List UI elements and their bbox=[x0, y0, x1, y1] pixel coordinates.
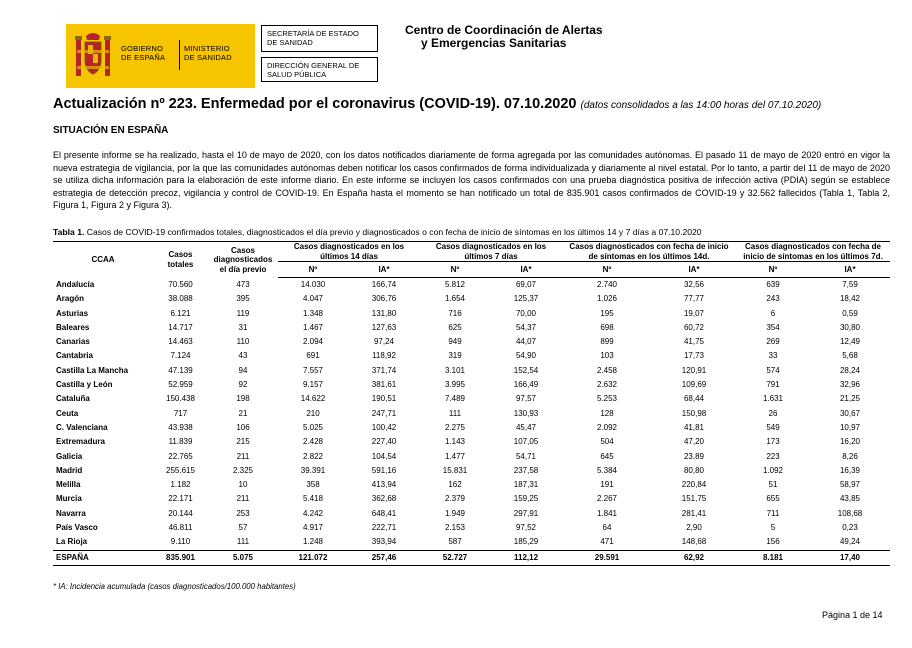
ccaa-name-cell: Castilla y León bbox=[56, 380, 113, 390]
value-cell: 17,73 bbox=[683, 351, 705, 361]
value-cell: 54,90 bbox=[515, 351, 537, 361]
value-cell: 57 bbox=[238, 523, 248, 533]
value-cell: 8.181 bbox=[736, 550, 810, 565]
value-cell: 9.110 bbox=[170, 537, 191, 547]
value-cell: 103 bbox=[600, 351, 614, 361]
header-diag7: Casos diagnosticados en los últimos 7 días bbox=[420, 242, 562, 262]
min-line2: DE SANIDAD bbox=[184, 53, 232, 62]
value-cell: 58,97 bbox=[839, 480, 861, 490]
value-cell: 30,80 bbox=[839, 322, 861, 332]
value-cell: 31 bbox=[238, 322, 248, 332]
table-row bbox=[53, 535, 890, 550]
value-cell: 9.157 bbox=[302, 380, 324, 390]
value-cell: 125,37 bbox=[513, 294, 539, 304]
value-cell: 639 bbox=[766, 280, 780, 289]
value-cell: 20.144 bbox=[168, 508, 193, 518]
value-cell: 47,20 bbox=[683, 437, 705, 447]
header-sint7: Casos diagnosticados con fecha de inicio de síntomas en los últimos 7d. bbox=[736, 242, 890, 262]
value-cell: 185,29 bbox=[513, 537, 539, 547]
value-cell: 5.025 bbox=[302, 422, 324, 432]
value-cell: 109,69 bbox=[681, 380, 707, 390]
value-cell: 30,67 bbox=[839, 408, 861, 418]
value-cell: 1.182 bbox=[170, 480, 191, 490]
table-caption-label: Tabla 1. bbox=[53, 227, 85, 237]
value-cell: 3.995 bbox=[444, 380, 466, 390]
table-row bbox=[53, 292, 890, 306]
value-cell: 4.047 bbox=[302, 294, 324, 304]
value-cell: 49,24 bbox=[839, 537, 861, 547]
value-cell: 43 bbox=[238, 351, 248, 361]
value-cell: 2.275 bbox=[444, 422, 466, 432]
value-cell: 100,42 bbox=[371, 422, 397, 432]
value-cell: 591,16 bbox=[371, 465, 397, 475]
value-cell: 23,89 bbox=[683, 451, 705, 461]
value-cell: 215 bbox=[236, 437, 250, 447]
value-cell: 0,23 bbox=[842, 523, 858, 533]
value-cell: 297,91 bbox=[513, 508, 539, 518]
table-row bbox=[53, 321, 890, 335]
value-cell: 1.248 bbox=[302, 537, 324, 547]
ccaa-name-cell: Navarra bbox=[56, 508, 86, 518]
value-cell: 247,71 bbox=[371, 408, 397, 418]
report-title bbox=[53, 96, 821, 112]
value-cell: 148,68 bbox=[681, 537, 707, 547]
value-cell: 2,90 bbox=[686, 523, 702, 533]
value-cell: 1.143 bbox=[444, 437, 466, 447]
value-cell: 150.438 bbox=[166, 394, 195, 404]
value-cell: 166,49 bbox=[513, 380, 539, 390]
value-cell: 3.101 bbox=[444, 365, 466, 375]
value-cell: 111 bbox=[236, 537, 250, 547]
value-cell: 5,68 bbox=[842, 351, 858, 361]
value-cell: 5.384 bbox=[596, 465, 618, 475]
value-cell: 395 bbox=[236, 294, 250, 304]
value-cell: 269 bbox=[766, 337, 780, 347]
value-cell: 32,56 bbox=[683, 280, 705, 289]
value-cell: 15.831 bbox=[442, 465, 468, 475]
value-cell: 33 bbox=[768, 351, 778, 361]
gobierno-logo bbox=[66, 24, 255, 88]
table-row bbox=[53, 450, 890, 464]
header-ccaa: CCAA bbox=[53, 242, 153, 278]
value-cell: 257,46 bbox=[348, 550, 420, 565]
value-cell: 17,40 bbox=[810, 550, 890, 565]
cases-table bbox=[53, 241, 890, 566]
value-cell: 5 bbox=[770, 523, 776, 533]
value-cell: 393,94 bbox=[371, 537, 397, 547]
value-cell: 2.822 bbox=[302, 451, 324, 461]
value-cell: 28,24 bbox=[839, 365, 861, 375]
value-cell: 70.560 bbox=[168, 279, 193, 289]
value-cell: 120,91 bbox=[681, 365, 707, 375]
value-cell: 4.917 bbox=[302, 523, 324, 533]
value-cell: 210 bbox=[306, 408, 320, 418]
value-cell: 306,76 bbox=[371, 294, 397, 304]
value-cell: 10,97 bbox=[839, 422, 861, 432]
value-cell: 26 bbox=[768, 408, 778, 418]
min-line1: MINISTERIO bbox=[184, 44, 230, 53]
value-cell: 21 bbox=[238, 408, 248, 418]
value-cell: 22.171 bbox=[168, 494, 193, 504]
centro-line2: y Emergencias Sanitarias bbox=[421, 36, 567, 50]
header-ia: IA* bbox=[348, 262, 420, 278]
value-cell: 1.467 bbox=[302, 322, 324, 332]
value-cell: 159,25 bbox=[513, 494, 539, 504]
ccaa-name-cell: Madrid bbox=[56, 465, 83, 475]
header-n: Nº bbox=[278, 262, 348, 278]
table-row bbox=[53, 278, 890, 293]
value-cell: 281,41 bbox=[681, 508, 707, 518]
value-cell: 319 bbox=[448, 351, 462, 361]
ccaa-name-cell: Castilla La Mancha bbox=[56, 365, 129, 375]
value-cell: 46.811 bbox=[168, 523, 193, 533]
value-cell: 14.463 bbox=[168, 337, 193, 347]
value-cell: 223 bbox=[766, 451, 780, 461]
value-cell: 1.631 bbox=[762, 394, 784, 404]
ccaa-name-cell: La Rioja bbox=[56, 537, 88, 547]
value-cell: 220,84 bbox=[681, 480, 707, 490]
value-cell: 18,42 bbox=[839, 294, 861, 304]
value-cell: 473 bbox=[236, 279, 250, 289]
table-row bbox=[53, 521, 890, 535]
value-cell: 716 bbox=[448, 308, 462, 318]
secretaria-box bbox=[261, 25, 378, 52]
header-sint14: Casos diagnosticados con fecha de inicio de síntomas en los últimos 14d. bbox=[562, 242, 736, 262]
value-cell: 77,77 bbox=[683, 294, 705, 304]
value-cell: 187,31 bbox=[513, 480, 539, 490]
value-cell: 19,07 bbox=[683, 308, 705, 318]
intro-paragraph: El presente informe se ha realizado, hasta el 10 de mayo de 2020, con los datos notificados diariamente de forma agregada por las comunidades autónomas. El pasado 11 de mayo de 2020 entró en vigor la nueva estrategia de vigilancia, por la que las comunidades autónomas deben notificar los casos confirmados de forma individualizada y diariamente al nivel estatal. Por lo tanto, a partir del 11 de mayo de 2020 se utiliza dicha información para la elaboración de este informe diario. En este informe se incluyen los casos confirmados con una prueba diagnóstica positiva de infección activa (PDIA) según se establece estrategia de detección precoz, vigilancia y control de COVID-19. En España hasta el momento se han notificado un total de 835.901 casos confirmados de COVID-19 y 32.562 fallecidos (Tabla 1, Tabla 2, Figura 1, Figura 2 y Figura 3). bbox=[53, 150, 890, 210]
value-cell: 45,47 bbox=[515, 422, 537, 432]
table-row bbox=[53, 392, 890, 406]
value-cell: 54,37 bbox=[515, 322, 537, 332]
ccaa-name-cell: Cantabria bbox=[56, 351, 93, 361]
value-cell: 156 bbox=[766, 537, 780, 547]
value-cell: 41,81 bbox=[683, 422, 705, 432]
value-cell: 655 bbox=[766, 494, 780, 504]
value-cell: 150,98 bbox=[681, 408, 707, 418]
gov-line2: DE ESPAÑA bbox=[121, 53, 166, 62]
value-cell: 108,68 bbox=[837, 508, 863, 518]
value-cell: 14.717 bbox=[168, 322, 193, 332]
value-cell: 4.242 bbox=[302, 508, 324, 518]
value-cell: 222,71 bbox=[371, 523, 397, 533]
value-cell: 119 bbox=[236, 308, 250, 318]
ccaa-name-cell: Extremadura bbox=[56, 437, 105, 447]
ccaa-name-cell: Ceuta bbox=[56, 408, 79, 418]
value-cell: 354 bbox=[766, 322, 780, 332]
value-cell: 413,94 bbox=[371, 480, 397, 490]
value-cell: 166,74 bbox=[371, 280, 397, 289]
value-cell: 60,72 bbox=[683, 322, 705, 332]
value-cell: 39.391 bbox=[300, 465, 326, 475]
ccaa-name-cell: Murcia bbox=[56, 494, 82, 504]
value-cell: 52.959 bbox=[168, 380, 193, 390]
value-cell: 43.938 bbox=[168, 422, 193, 432]
value-cell: 2.458 bbox=[596, 365, 618, 375]
header-totales: Casos totales bbox=[153, 242, 208, 278]
value-cell: 2.428 bbox=[302, 437, 324, 447]
value-cell: 2.325 bbox=[232, 465, 254, 475]
value-cell: 128 bbox=[600, 408, 614, 418]
table-row bbox=[53, 492, 890, 506]
table-caption bbox=[53, 227, 702, 237]
value-cell: 1.477 bbox=[444, 451, 466, 461]
header-n: Nº bbox=[420, 262, 490, 278]
value-cell: 504 bbox=[600, 437, 614, 447]
value-cell: 899 bbox=[600, 337, 614, 347]
value-cell: 362,68 bbox=[371, 494, 397, 504]
value-cell: 104,54 bbox=[371, 451, 397, 461]
value-cell: 21,25 bbox=[839, 394, 861, 404]
direccion-box bbox=[261, 57, 378, 82]
value-cell: 62,92 bbox=[652, 550, 736, 565]
ccaa-name-cell: Baleares bbox=[56, 322, 90, 332]
value-cell: 243 bbox=[766, 294, 780, 304]
header-n: Nº bbox=[562, 262, 652, 278]
value-cell: 574 bbox=[766, 365, 780, 375]
value-cell: 835.901 bbox=[153, 550, 208, 565]
value-cell: 97,24 bbox=[373, 337, 395, 347]
value-cell: 711 bbox=[766, 508, 780, 518]
value-cell: 16,39 bbox=[839, 465, 861, 475]
value-cell: 1.348 bbox=[302, 308, 324, 318]
value-cell: 173 bbox=[766, 437, 780, 447]
header-ia: IA* bbox=[810, 262, 890, 278]
centro-heading bbox=[405, 24, 603, 50]
value-cell: 6.121 bbox=[170, 308, 191, 318]
value-cell: 190,51 bbox=[371, 394, 397, 404]
logo-divider bbox=[179, 40, 180, 70]
value-cell: 7.557 bbox=[302, 365, 324, 375]
value-cell: 162 bbox=[448, 480, 462, 490]
value-cell: 22.765 bbox=[168, 451, 193, 461]
value-cell: 152,54 bbox=[513, 365, 539, 375]
value-cell: 7.489 bbox=[444, 394, 466, 404]
value-cell: 2.267 bbox=[596, 494, 618, 504]
value-cell: 94 bbox=[238, 365, 248, 375]
value-cell: 2.379 bbox=[444, 494, 466, 504]
value-cell: 1.654 bbox=[444, 294, 466, 304]
value-cell: 121.072 bbox=[278, 550, 348, 565]
value-cell: 127,63 bbox=[371, 322, 397, 332]
value-cell: 237,58 bbox=[513, 465, 539, 475]
value-cell: 2.740 bbox=[596, 280, 618, 289]
coat-of-arms-icon bbox=[72, 30, 114, 82]
table-row bbox=[53, 464, 890, 478]
page-number: Página 1 de 14 bbox=[822, 610, 883, 620]
value-cell: 625 bbox=[448, 322, 462, 332]
value-cell: 191 bbox=[600, 480, 614, 490]
value-cell: 68,44 bbox=[683, 394, 705, 404]
value-cell: 131,80 bbox=[371, 308, 397, 318]
header-previo: Casos diagnosticados el día previo bbox=[208, 242, 278, 278]
value-cell: 51 bbox=[768, 480, 778, 490]
section-heading: SITUACIÓN EN ESPAÑA bbox=[53, 125, 169, 136]
value-cell: 5.075 bbox=[208, 550, 278, 565]
value-cell: 69,07 bbox=[515, 280, 537, 289]
footnote: * IA: Incidencia acumulada (casos diagnosticados/100.000 habitantes) bbox=[53, 582, 296, 591]
value-cell: 16,20 bbox=[839, 437, 861, 447]
value-cell: 107,05 bbox=[513, 437, 539, 447]
ccaa-name-cell: Canarias bbox=[56, 337, 90, 347]
ccaa-name-cell: Cataluña bbox=[56, 394, 90, 404]
value-cell: 0,59 bbox=[842, 308, 858, 318]
value-cell: 2.632 bbox=[596, 380, 618, 390]
box2-line2: SALUD PÚBLICA bbox=[267, 70, 327, 79]
header-diag14: Casos diagnosticados en los últimos 14 días bbox=[278, 242, 420, 262]
value-cell: 5.253 bbox=[596, 394, 618, 404]
value-cell: 43,85 bbox=[839, 494, 861, 504]
value-cell: 253 bbox=[236, 508, 250, 518]
ccaa-name-cell: C. Valenciana bbox=[56, 422, 108, 432]
table-row bbox=[53, 335, 890, 349]
value-cell: 80,80 bbox=[683, 465, 705, 475]
value-cell: 717 bbox=[173, 408, 188, 418]
table-row bbox=[53, 364, 890, 378]
ccaa-name-cell: Galicia bbox=[56, 451, 83, 461]
header-ia: IA* bbox=[652, 262, 736, 278]
table-row bbox=[53, 378, 890, 392]
value-cell: 110 bbox=[236, 337, 250, 347]
value-cell: 1.092 bbox=[762, 465, 784, 475]
table-row bbox=[53, 307, 890, 321]
value-cell: 949 bbox=[448, 337, 462, 347]
value-cell: 381,61 bbox=[371, 380, 397, 390]
box1-line1: SECRETARÍA DE ESTADO bbox=[267, 29, 359, 38]
table-row bbox=[53, 435, 890, 449]
value-cell: 358 bbox=[306, 480, 320, 490]
ccaa-name-cell: Asturias bbox=[56, 308, 89, 318]
value-cell: 14.622 bbox=[300, 394, 326, 404]
value-cell: 645 bbox=[600, 451, 614, 461]
value-cell: 7,59 bbox=[842, 280, 858, 289]
value-cell: 92 bbox=[238, 380, 248, 390]
value-cell: 587 bbox=[448, 537, 462, 547]
table-row bbox=[53, 407, 890, 421]
value-cell: 97,57 bbox=[515, 394, 537, 404]
value-cell: 47.139 bbox=[168, 365, 193, 375]
value-cell: 97,52 bbox=[515, 523, 537, 533]
value-cell: 5.418 bbox=[302, 494, 324, 504]
table-row bbox=[53, 478, 890, 492]
table-row bbox=[53, 507, 890, 521]
value-cell: 29.591 bbox=[562, 550, 652, 565]
value-cell: 227,40 bbox=[371, 437, 397, 447]
value-cell: 698 bbox=[600, 322, 614, 332]
value-cell: 151,75 bbox=[681, 494, 707, 504]
value-cell: 130,93 bbox=[513, 408, 539, 418]
value-cell: 471 bbox=[600, 537, 614, 547]
header-n: Nº bbox=[736, 262, 810, 278]
value-cell: 41,75 bbox=[683, 337, 705, 347]
value-cell: 2.092 bbox=[596, 422, 618, 432]
value-cell: 64 bbox=[602, 523, 612, 533]
table-total-row bbox=[53, 550, 890, 565]
ccaa-name-cell: País Vasco bbox=[56, 523, 98, 533]
value-cell: 8,26 bbox=[842, 451, 858, 461]
value-cell: 7.124 bbox=[170, 351, 191, 361]
value-cell: 14.030 bbox=[300, 280, 326, 289]
table-row bbox=[53, 349, 890, 363]
value-cell: 12,49 bbox=[839, 337, 861, 347]
gobierno-text bbox=[121, 44, 165, 62]
value-cell: 211 bbox=[236, 451, 250, 461]
value-cell: 2.153 bbox=[444, 523, 466, 533]
ministerio-text bbox=[184, 44, 232, 62]
value-cell: 549 bbox=[766, 422, 780, 432]
title-sub: (datos consolidados a las 14:00 horas del 07.10.2020) bbox=[580, 100, 822, 111]
value-cell: 791 bbox=[766, 380, 780, 390]
value-cell: 648,41 bbox=[371, 508, 397, 518]
value-cell: 691 bbox=[306, 351, 320, 361]
ccaa-name-cell: Melilla bbox=[56, 480, 81, 490]
value-cell: 52.727 bbox=[420, 550, 490, 565]
value-cell: 54,71 bbox=[515, 451, 537, 461]
value-cell: 11.839 bbox=[168, 437, 193, 447]
value-cell: 1.841 bbox=[596, 508, 618, 518]
gov-line1: GOBIERNO bbox=[121, 44, 164, 53]
value-cell: 70,00 bbox=[515, 308, 537, 318]
value-cell: 10 bbox=[238, 480, 248, 490]
box2-line1: DIRECCIÓN GENERAL DE bbox=[267, 61, 360, 70]
value-cell: 106 bbox=[236, 422, 250, 432]
value-cell: 44,07 bbox=[515, 337, 537, 347]
centro-line1: Centro de Coordinación de Alertas bbox=[405, 23, 603, 37]
table-caption-text: Casos de COVID-19 confirmados totales, diagnosticados el día previo y diagnosticados o con fecha de inicio de síntomas en los últimos 14 y 7 días a 07.10.2020 bbox=[86, 227, 702, 237]
ccaa-name-cell: Aragón bbox=[56, 294, 84, 304]
value-cell: 255.615 bbox=[166, 465, 195, 475]
box1-line2: DE SANIDAD bbox=[267, 38, 313, 47]
ccaa-name-cell: ESPAÑA bbox=[53, 550, 153, 565]
value-cell: 2.094 bbox=[302, 337, 324, 347]
value-cell: 198 bbox=[236, 394, 250, 404]
value-cell: 371,74 bbox=[371, 365, 397, 375]
value-cell: 195 bbox=[600, 308, 614, 318]
value-cell: 32,96 bbox=[839, 380, 861, 390]
value-cell: 38.088 bbox=[168, 294, 193, 304]
value-cell: 211 bbox=[236, 494, 250, 504]
value-cell: 1.949 bbox=[444, 508, 466, 518]
value-cell: 1.026 bbox=[596, 294, 618, 304]
value-cell: 118,92 bbox=[372, 351, 396, 361]
value-cell: 6 bbox=[770, 308, 776, 318]
header-ia: IA* bbox=[490, 262, 562, 278]
value-cell: 5.812 bbox=[444, 280, 466, 289]
value-cell: 112,12 bbox=[490, 550, 562, 565]
table-row bbox=[53, 421, 890, 435]
ccaa-name-cell: Andalucía bbox=[56, 279, 95, 289]
title-main: Actualización nº 223. Enfermedad por el coronavirus (COVID-19). 07.10.2020 bbox=[53, 96, 577, 112]
value-cell: 111 bbox=[448, 408, 462, 418]
